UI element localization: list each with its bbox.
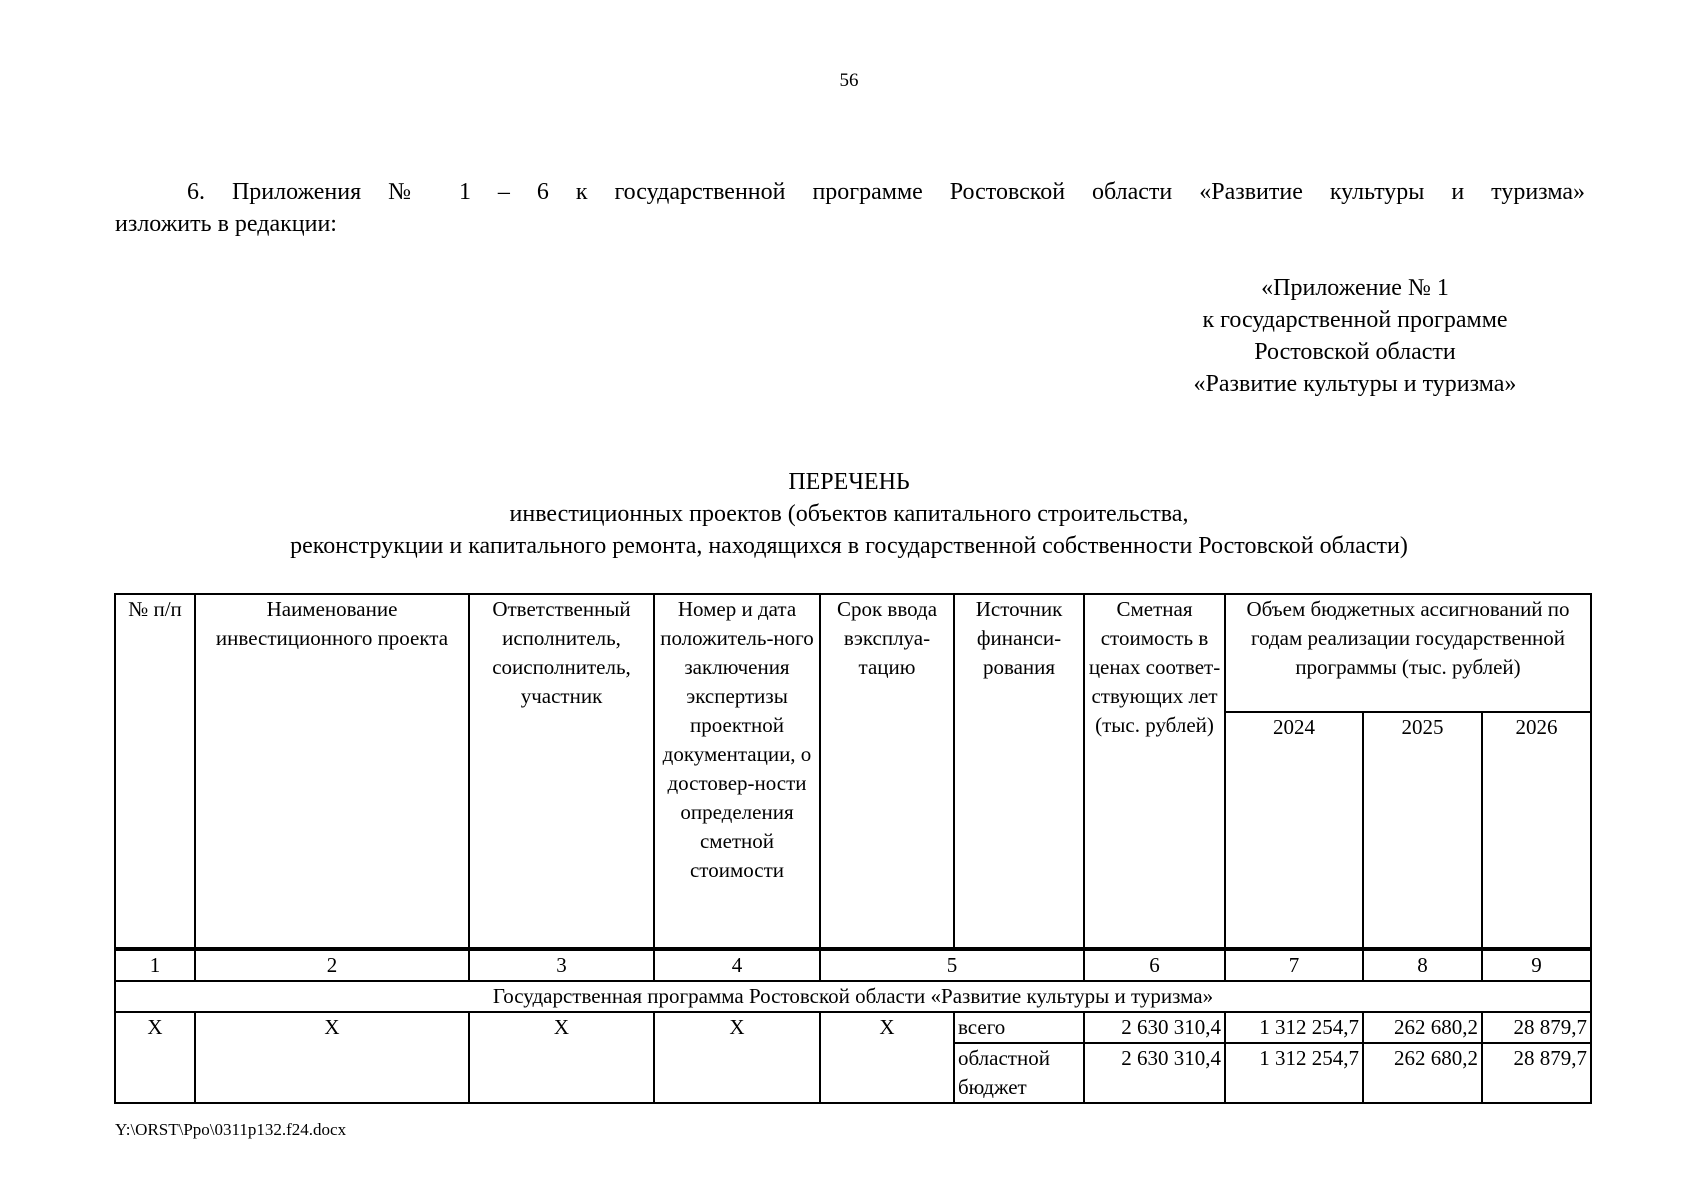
cell-num: Х — [115, 1012, 195, 1103]
header-year-2025: 2025 — [1363, 712, 1482, 948]
cell-source: всего — [954, 1012, 1084, 1043]
title-heading: ПЕРЕЧЕНЬ — [788, 469, 910, 495]
file-path-footer: Y:\ORST\Ppo\0311p132.f24.docx — [115, 1120, 347, 1139]
column-number-row — [115, 950, 1591, 981]
column-number: 3 — [469, 950, 654, 981]
cell-2026: 28 879,7 — [1482, 1012, 1591, 1043]
header-estimated-cost: Сметная стоимость в ценах соответ-ствующих лет (тыс. рублей) — [1084, 594, 1225, 948]
table-header — [114, 593, 1592, 949]
cell-source: областной бюджет — [954, 1043, 1084, 1103]
cell-cost: 2 630 310,4 — [1084, 1012, 1225, 1043]
column-number: 6 — [1084, 950, 1225, 981]
cell-term: Х — [820, 1012, 954, 1103]
column-number: 7 — [1225, 950, 1363, 981]
page-number: 56 — [839, 70, 859, 91]
header-budget-volume: Объем бюджетных ассигнований по годам реализации государственной программы (тыс. рублей) — [1225, 594, 1591, 712]
cell-2025: 262 680,2 — [1363, 1043, 1482, 1103]
appendix-line: «Развитие культуры и туризма» — [1193, 371, 1517, 397]
cell-2025: 262 680,2 — [1363, 1012, 1482, 1043]
cell-2026: 28 879,7 — [1482, 1043, 1591, 1103]
column-number: 9 — [1482, 950, 1591, 981]
intro-paragraph-line2: изложить в редакции: — [115, 211, 337, 237]
header-funding-source: Источник финанси-рования — [954, 594, 1084, 948]
column-number: 2 — [195, 950, 469, 981]
cell-2024: 1 312 254,7 — [1225, 1012, 1363, 1043]
header-commission-term: Срок ввода вэксплуа-тацию — [820, 594, 954, 948]
section-title: Государственная программа Ростовской области «Развитие культуры и туризма» — [115, 981, 1591, 1012]
section-title-row — [115, 981, 1591, 1012]
document-title — [0, 466, 1698, 562]
cell-executor: Х — [469, 1012, 654, 1103]
column-number: 4 — [654, 950, 820, 981]
column-number: 5 — [820, 950, 1084, 981]
header-year-2024: 2024 — [1225, 712, 1363, 948]
table-row — [115, 1012, 1591, 1043]
header-executor: Ответственный исполнитель, соисполнитель, участник — [469, 594, 654, 948]
header-year-2026: 2026 — [1482, 712, 1591, 948]
appendix-line: Ростовской области — [1254, 339, 1456, 365]
header-num: № п/п — [115, 594, 195, 948]
header-expertise: Номер и дата положитель-ного заключения экспертизы проектной документации, о достовер-ности определения сметной стоимости — [654, 594, 820, 948]
cell-cost: 2 630 310,4 — [1084, 1043, 1225, 1103]
cell-2024: 1 312 254,7 — [1225, 1043, 1363, 1103]
appendix-header — [1150, 272, 1560, 400]
appendix-line: «Приложение № 1 — [1261, 275, 1449, 301]
cell-project-name: Х — [195, 1012, 469, 1103]
table-body — [114, 949, 1592, 1104]
header-project-name: Наименование инвестиционного проекта — [195, 594, 469, 948]
intro-paragraph-line1: 6. Приложения № 1 – 6 к государственной программе Ростовской области «Развитие культуры и туризма» — [187, 179, 1585, 205]
column-number: 1 — [115, 950, 195, 981]
title-subtitle-line2: реконструкции и капитального ремонта, находящихся в государственной собственности Ростовской области) — [290, 533, 1408, 559]
appendix-line: к государственной программе — [1202, 307, 1508, 333]
column-number: 8 — [1363, 950, 1482, 981]
cell-expertise: Х — [654, 1012, 820, 1103]
title-subtitle-line1: инвестиционных проектов (объектов капитального строительства, — [509, 501, 1189, 527]
